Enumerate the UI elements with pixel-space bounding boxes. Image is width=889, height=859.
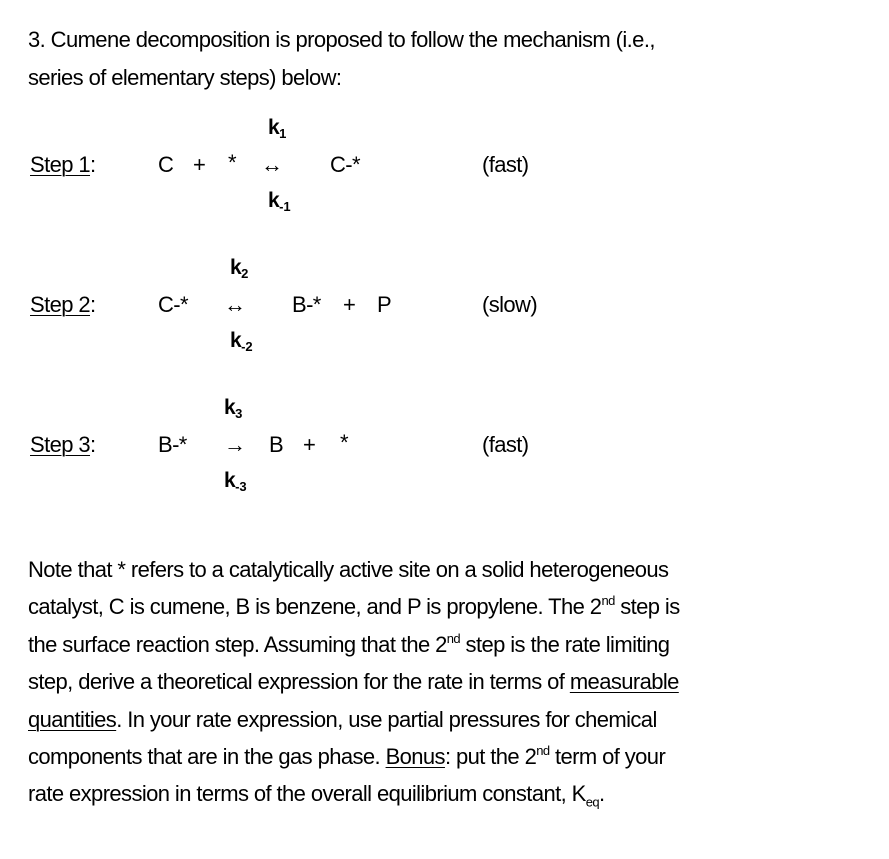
k: k: [230, 256, 242, 279]
text: step is: [614, 594, 680, 620]
underlined-text: Bonus: [385, 744, 445, 769]
text: the surface reaction step. Assuming that the 2: [28, 631, 447, 657]
note-line: [28, 706, 657, 734]
plus: +: [303, 432, 316, 457]
superscript: nd: [446, 630, 461, 646]
double-arrow-icon: ↔: [261, 152, 283, 177]
species: C-*: [158, 292, 188, 317]
species: C-*: [330, 152, 360, 177]
note-line: [28, 743, 665, 771]
text: Note that * refers to a catalytically active site on a solid heterogeneous: [28, 557, 669, 582]
k-forward: [224, 395, 242, 421]
text: : put the 2: [444, 744, 537, 769]
plus: +: [343, 292, 356, 317]
underlined-text: quantities: [28, 706, 117, 732]
k-reverse: [224, 468, 247, 494]
step-speed: (slow): [482, 292, 538, 317]
k-sub: 2: [241, 266, 249, 281]
species: C: [158, 152, 174, 177]
k: k: [268, 116, 280, 139]
k-sub: -1: [279, 199, 291, 214]
k-sub: 3: [235, 406, 243, 421]
note-line: [28, 780, 605, 808]
subscript: eq: [585, 794, 599, 810]
k-reverse: [230, 328, 253, 354]
k: k: [230, 329, 242, 352]
k-forward: [230, 255, 248, 281]
note-line: [28, 668, 679, 696]
step-label-text: Step 3: [30, 432, 91, 457]
text: catalyst, C is cumene, B is benzene, and P is propylene. The 2: [28, 594, 602, 620]
intro-line-1: 3. Cumene decomposition is proposed to follow the mechanism (i.e.,: [28, 27, 655, 52]
superscript: nd: [536, 743, 550, 758]
text: .: [598, 781, 605, 807]
note-line: [28, 631, 669, 659]
species: P: [377, 292, 392, 317]
underlined-text: measurable: [569, 669, 679, 695]
species: B-*: [158, 432, 187, 457]
step-label-text: Step 1: [30, 152, 91, 177]
note-line: [28, 556, 668, 584]
k-sub: 1: [279, 126, 287, 141]
arrow-right-icon: →: [224, 432, 246, 457]
text: step, derive a theoretical expression for the rate in terms of: [28, 669, 570, 695]
step-label: [30, 432, 96, 458]
superscript: nd: [601, 593, 615, 609]
step-speed: (fast): [482, 152, 529, 177]
double-arrow-icon: ↔: [224, 292, 246, 317]
species: B-*: [292, 292, 321, 317]
species: B: [269, 432, 284, 457]
colon: :: [90, 152, 96, 177]
colon: :: [90, 432, 96, 457]
k-sub: -3: [235, 479, 247, 494]
colon: :: [90, 292, 96, 317]
k: k: [224, 396, 236, 419]
k: k: [268, 189, 280, 212]
plus: +: [193, 152, 206, 177]
step-label: [30, 152, 96, 178]
step-speed: (fast): [482, 432, 529, 457]
note-line: [28, 593, 680, 621]
k-reverse: [268, 188, 291, 214]
k: k: [224, 469, 236, 492]
text: step is the rate limiting: [460, 631, 670, 657]
k-forward: [268, 115, 286, 141]
step-label: [30, 292, 96, 318]
site: *: [340, 430, 348, 455]
step-label-text: Step 2: [30, 292, 91, 317]
site: *: [228, 150, 236, 175]
intro-line-2: series of elementary steps) below:: [28, 65, 342, 90]
text: . In your rate expression, use partial pressures for chemical: [116, 706, 657, 732]
text: components that are in the gas phase.: [28, 744, 386, 769]
k-sub: -2: [241, 339, 253, 354]
text: term of your: [549, 744, 666, 769]
text: rate expression in terms of the overall equilibrium constant, K: [28, 781, 586, 807]
